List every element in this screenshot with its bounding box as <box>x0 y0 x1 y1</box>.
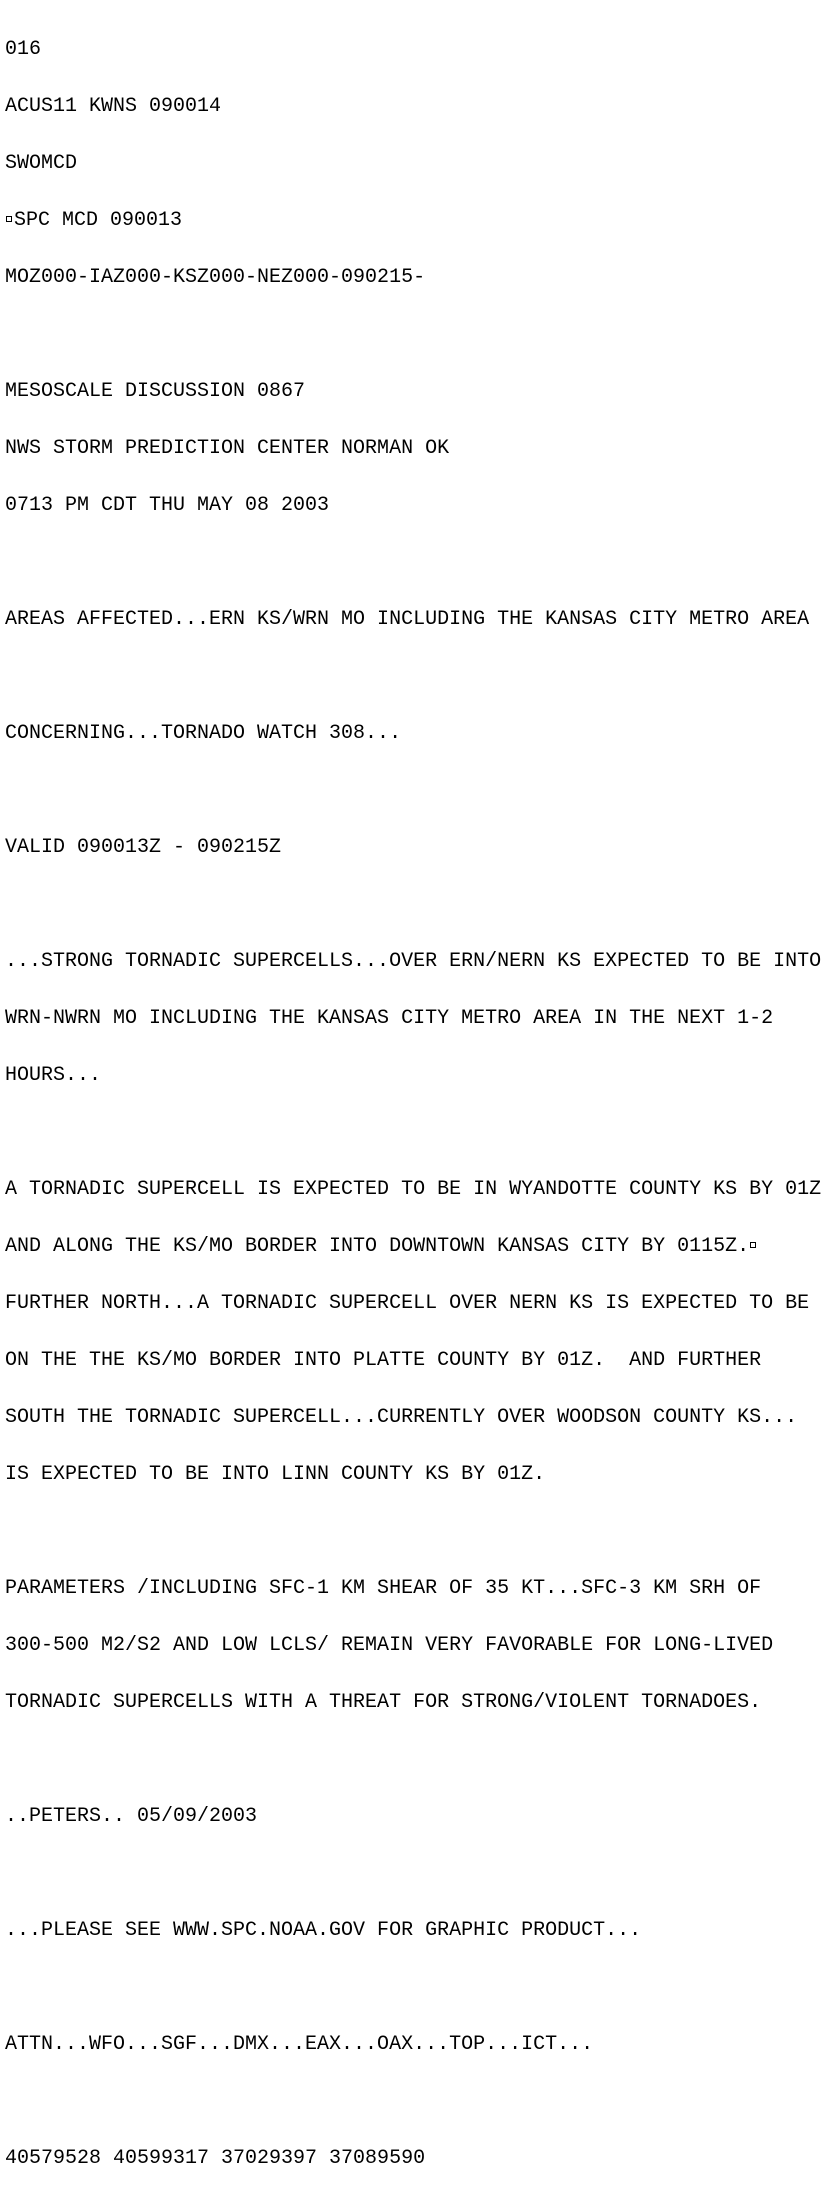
graphic-product-note: ...PLEASE SEE WWW.SPC.NOAA.GOV FOR GRAPHIC PRODUCT... <box>5 1919 642 1942</box>
blank-line <box>5 1123 826 1142</box>
areas-affected: AREAS AFFECTED...ERN KS/WRN MO INCLUDING THE KANSAS CITY METRO AREA <box>5 608 810 631</box>
header-spc-text: SPC MCD 090013 <box>14 209 183 232</box>
summary-line: ...STRONG TORNADIC SUPERCELLS...OVER ERN/NERN KS EXPECTED TO BE INTO <box>5 950 822 973</box>
discussion-text: AND ALONG THE KS/MO BORDER INTO DOWNTOWN KANSAS CITY BY 0115Z. <box>5 1235 750 1258</box>
control-char-box-icon <box>6 216 12 222</box>
discussion-line: SOUTH THE TORNADIC SUPERCELL...CURRENTLY OVER WOODSON COUNTY KS... <box>5 1406 798 1429</box>
blank-line <box>5 1978 826 1997</box>
attn-offices: ATTN...WFO...SGF...DMX...EAX...OAX...TOP...ICT... <box>5 2033 594 2056</box>
blank-line <box>5 2092 826 2111</box>
discussion-line: A TORNADIC SUPERCELL IS EXPECTED TO BE IN WYANDOTTE COUNTY KS BY 01Z <box>5 1178 822 1201</box>
discussion-line: FURTHER NORTH...A TORNADIC SUPERCELL OVER NERN KS IS EXPECTED TO BE <box>5 1292 810 1315</box>
control-char-box-icon <box>750 1242 756 1248</box>
blank-line <box>5 895 826 914</box>
header-spc-line <box>5 211 826 230</box>
blank-line <box>5 781 826 800</box>
office-name: NWS STORM PREDICTION CENTER NORMAN OK <box>5 437 450 460</box>
parameters-line: TORNADIC SUPERCELLS WITH A THREAT FOR STRONG/VIOLENT TORNADOES. <box>5 1691 762 1714</box>
blank-line <box>5 325 826 344</box>
parameters-line: 300-500 M2/S2 AND LOW LCLS/ REMAIN VERY FAVORABLE FOR LONG-LIVED <box>5 1634 774 1657</box>
valid-period: VALID 090013Z - 090215Z <box>5 836 282 859</box>
header-ugc: MOZ000-IAZ000-KSZ000-NEZ000-090215- <box>5 266 426 289</box>
header-awips: ACUS11 KWNS 090014 <box>5 95 222 118</box>
discussion-line: IS EXPECTED TO BE INTO LINN COUNTY KS BY 01Z. <box>5 1463 546 1486</box>
issue-time: 0713 PM CDT THU MAY 08 2003 <box>5 494 330 517</box>
lat-lon-coordinates: 40579528 40599317 37029397 37089590 <box>5 2147 426 2170</box>
blank-line <box>5 1522 826 1541</box>
discussion-line: ON THE THE KS/MO BORDER INTO PLATTE COUNTY BY 01Z. AND FURTHER <box>5 1349 762 1372</box>
blank-line <box>5 1750 826 1769</box>
concerning: CONCERNING...TORNADO WATCH 308... <box>5 722 402 745</box>
blank-line <box>5 1864 826 1883</box>
discussion-title: MESOSCALE DISCUSSION 0867 <box>5 380 306 403</box>
summary-line: HOURS... <box>5 1064 102 1087</box>
discussion-line <box>5 1237 826 1256</box>
header-product-id: SWOMCD <box>5 152 78 175</box>
header-seq: 016 <box>5 38 42 61</box>
parameters-line: PARAMETERS /INCLUDING SFC-1 KM SHEAR OF 35 KT...SFC-3 KM SRH OF <box>5 1577 762 1600</box>
blank-line <box>5 553 826 572</box>
forecaster-signature: ..PETERS.. 05/09/2003 <box>5 1805 258 1828</box>
blank-line <box>5 667 826 686</box>
summary-line: WRN-NWRN MO INCLUDING THE KANSAS CITY METRO AREA IN THE NEXT 1-2 <box>5 1007 774 1030</box>
